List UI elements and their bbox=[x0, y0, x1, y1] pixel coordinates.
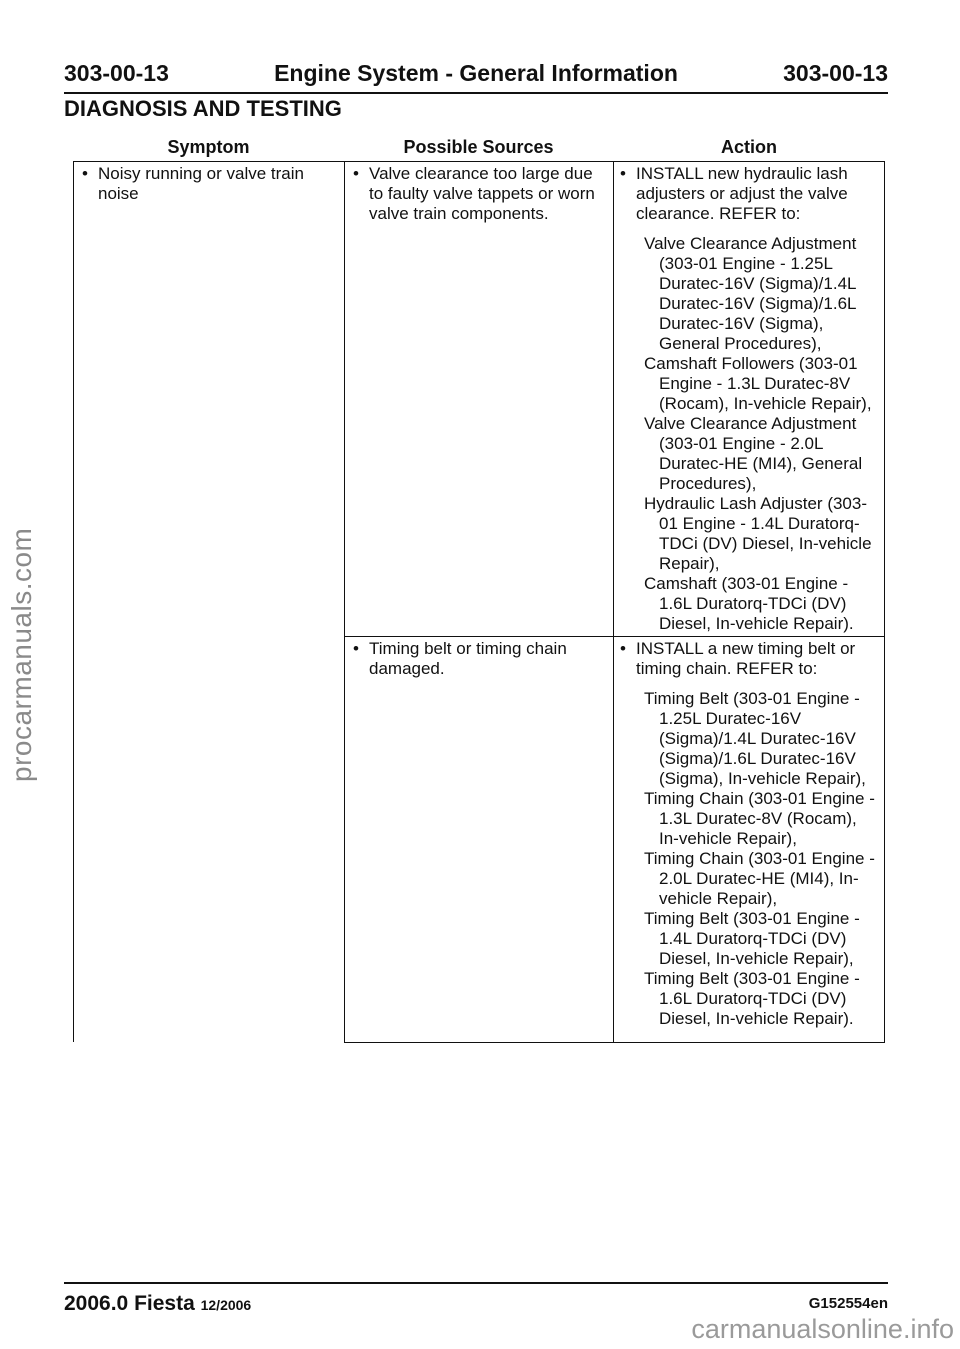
reference-link[interactable]: Timing Chain (303-01 Engine - 2.0L Duratec-HE (MI4), In-vehicle Repair), bbox=[644, 849, 875, 908]
bullet-dot: • bbox=[82, 164, 88, 183]
table-row bbox=[344, 637, 885, 1043]
footer-date: 12/2006 bbox=[200, 1297, 252, 1313]
bullet-dot: • bbox=[620, 639, 626, 658]
symptom-text: Noisy running or valve train noise bbox=[98, 164, 304, 203]
column-header-possible-sources: Possible Sources bbox=[403, 137, 554, 157]
section-title: DIAGNOSIS AND TESTING bbox=[64, 96, 342, 121]
symptom-cell bbox=[73, 162, 344, 1042]
header-title: Engine System - General Information bbox=[274, 60, 678, 86]
source-cell bbox=[345, 162, 614, 636]
reference-list bbox=[620, 689, 878, 1029]
page-header bbox=[64, 58, 888, 94]
diagnosis-table bbox=[73, 161, 885, 1028]
source-cell bbox=[345, 637, 614, 1042]
page-footer bbox=[64, 1282, 888, 1318]
reference-link[interactable]: Valve Clearance Adjustment (303-01 Engine - 2.0L Duratec-HE (MI4), General Procedures), bbox=[644, 414, 863, 493]
source-bullet bbox=[353, 164, 607, 224]
bullet-dot: • bbox=[353, 164, 359, 183]
action-cell bbox=[614, 162, 884, 636]
reference-link[interactable]: Timing Belt (303-01 Engine - 1.25L Duratec-16V (Sigma)/1.4L Duratec-16V (Sigma)/1.6L Duratec-16V (Sigma), In-vehicle Repair), bbox=[644, 689, 866, 788]
footer-model bbox=[64, 1292, 251, 1316]
header-page-number-left: 303-00-13 bbox=[64, 60, 169, 86]
symptom-bullet bbox=[82, 164, 338, 204]
footer-model-name: 2006.0 Fiesta bbox=[64, 1292, 195, 1315]
source-bullet bbox=[353, 639, 607, 679]
bullet-dot: • bbox=[353, 639, 359, 658]
header-page-number-right: 303-00-13 bbox=[783, 60, 888, 86]
source-text: Valve clearance too large due to faulty valve tappets or worn valve train components. bbox=[369, 164, 595, 223]
reference-list bbox=[620, 234, 878, 634]
side-watermark: procarmanuals.com bbox=[6, 527, 37, 782]
reference-link[interactable]: Timing Belt (303-01 Engine - 1.4L Duratorq-TDCi (DV) Diesel, In-vehicle Repair), bbox=[644, 909, 860, 968]
bottom-watermark: carmanualsonline.info bbox=[691, 1314, 954, 1344]
action-bullet bbox=[620, 164, 878, 224]
reference-link[interactable]: Camshaft Followers (303-01 Engine - 1.3L Duratec-8V (Rocam), In-vehicle Repair), bbox=[644, 354, 872, 413]
reference-link[interactable]: Timing Belt (303-01 Engine - 1.6L Duratorq-TDCi (DV) Diesel, In-vehicle Repair). bbox=[644, 969, 860, 1028]
column-header-action: Action bbox=[721, 137, 777, 157]
reference-link[interactable]: Valve Clearance Adjustment (303-01 Engine - 1.25L Duratec-16V (Sigma)/1.4L Duratec-16V (Sigma)/1.6L Duratec-16V (Sigma), General Procedures), bbox=[644, 234, 857, 353]
table-row bbox=[344, 162, 885, 637]
action-bullet bbox=[620, 639, 878, 679]
bullet-dot: • bbox=[620, 164, 626, 183]
column-header-symptom: Symptom bbox=[167, 137, 250, 157]
action-cell bbox=[614, 637, 884, 1042]
source-text: Timing belt or timing chain damaged. bbox=[369, 639, 567, 678]
action-text: INSTALL new hydraulic lash adjusters or adjust the valve clearance. REFER to: bbox=[636, 164, 848, 223]
reference-link[interactable]: Camshaft (303-01 Engine - 1.6L Duratorq-TDCi (DV) Diesel, In-vehicle Repair). bbox=[644, 574, 854, 633]
reference-link[interactable]: Timing Chain (303-01 Engine - 1.3L Duratec-8V (Rocam), In-vehicle Repair), bbox=[644, 789, 875, 848]
reference-link[interactable]: Hydraulic Lash Adjuster (303-01 Engine - 1.4L Duratorq-TDCi (DV) Diesel, In-vehicle Repair), bbox=[644, 494, 872, 573]
footer-doc-code: G152554en bbox=[808, 1295, 888, 1312]
action-text: INSTALL a new timing belt or timing chain. REFER to: bbox=[636, 639, 856, 678]
